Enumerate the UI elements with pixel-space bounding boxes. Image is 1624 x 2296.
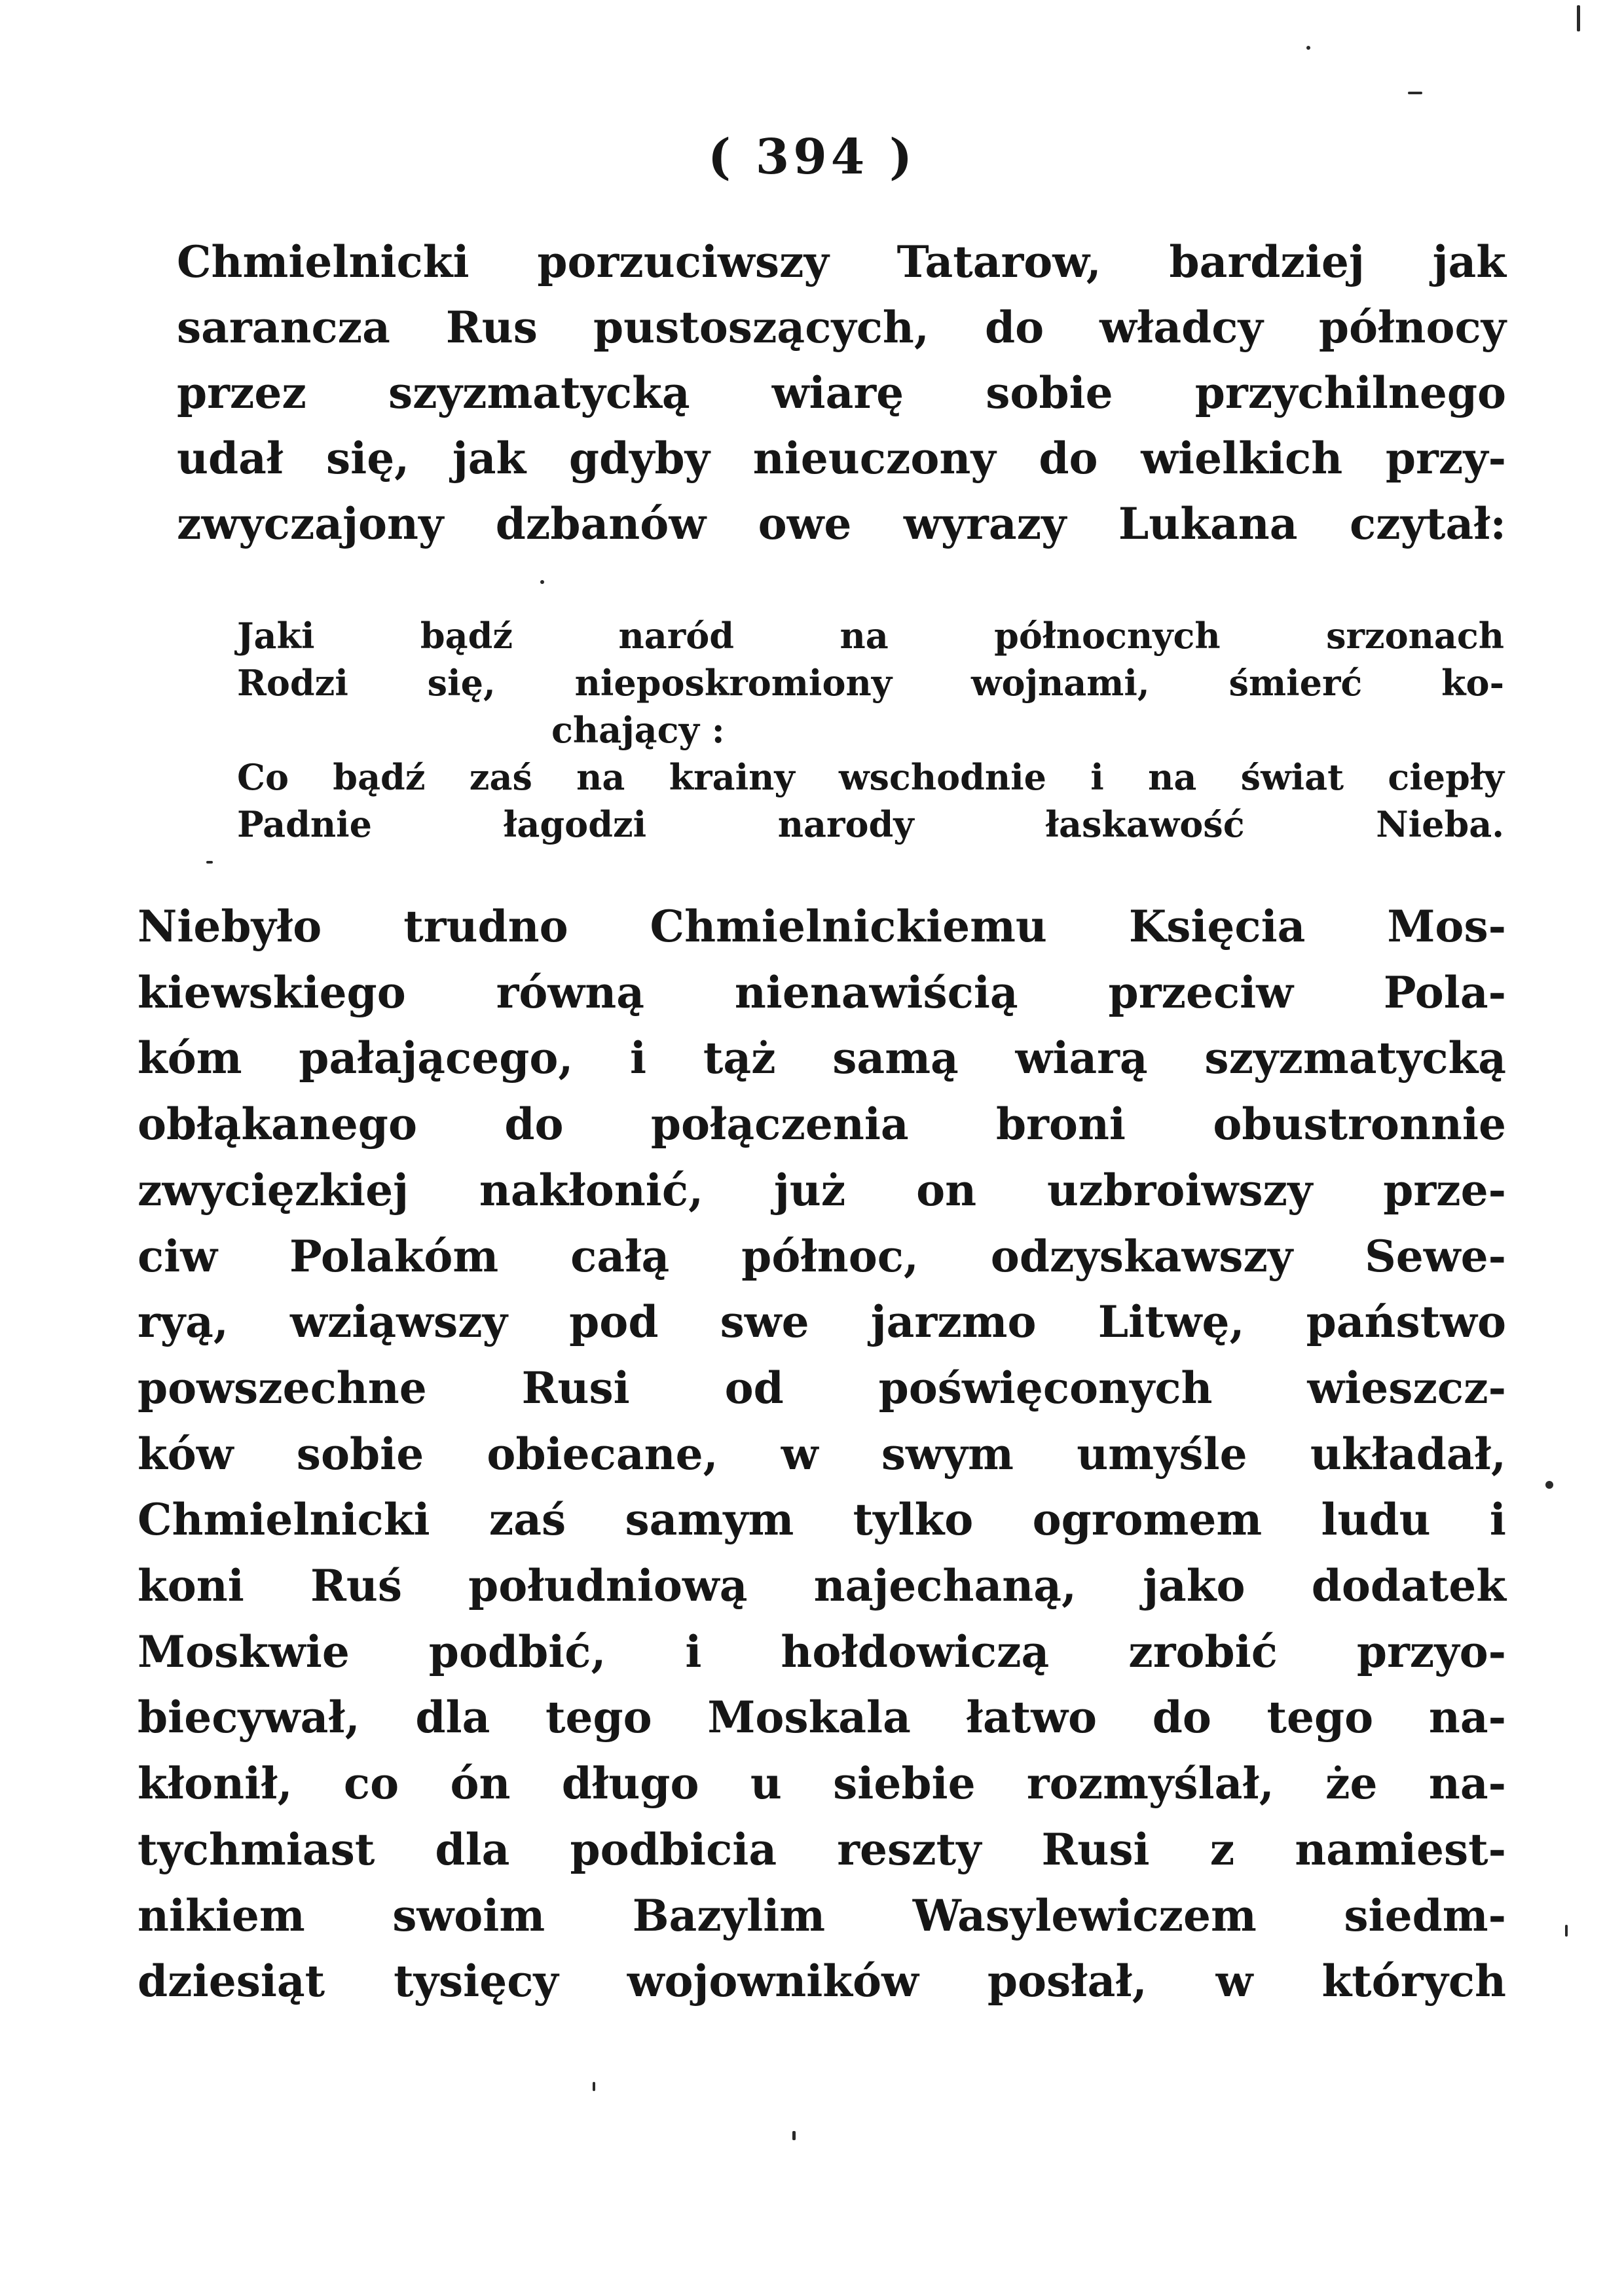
verse-line: Rodzi się, nieposkromiony wojnami, śmierć ko- (237, 662, 1504, 704)
text-line: ciw Polakóm całą północ, odzyskawszy Sewe- (138, 1230, 1506, 1282)
text-line: koni Ruś południową najechaną, jako dodatek (138, 1560, 1506, 1612)
paper-speck (1565, 1925, 1568, 1937)
text-line: Moskwie podbić, i hołdowiczą zrobić przyo- (138, 1626, 1506, 1677)
paper-speck (1545, 1481, 1553, 1489)
text-line: tychmiast dla podbicia reszty Rusi z namiest- (138, 1823, 1506, 1875)
text-line: biecywał, dla tego Moskala łatwo do tego na- (138, 1692, 1506, 1743)
paragraph-2 (138, 894, 1506, 2014)
verse-line: Padnie łagodzi narody łaskawość Nieba. (237, 803, 1504, 845)
text-line: przez szyzmatycką wiarę sobie przychilnego (177, 367, 1506, 418)
paper-speck (1408, 92, 1422, 94)
text-line: dziesiąt tysięcy wojowników posłał, w których (138, 1956, 1506, 2007)
text-line: ryą, wziąwszy pod swe jarzmo Litwę, państwo (138, 1296, 1506, 1348)
text-line: zwyczajony dzbanów owe wyrazy Lukana czytał: (177, 498, 1506, 549)
text-line: sarancza Rus pustoszących, do władcy północy (177, 302, 1506, 353)
verse-line: chający : (551, 709, 725, 751)
text-line: kłonił, co ón długo u siebie rozmyślał, że na- (138, 1758, 1506, 1810)
paper-speck (593, 2082, 595, 2091)
verse-line: Jaki bądź naród na północnych srzonach (237, 615, 1504, 657)
paper-speck (540, 580, 544, 584)
verse-line: Co bądź zaś na krainy wschodnie i na świat ciepły (237, 756, 1504, 798)
text-line: zwycięzkiej nakłonić, już on uzbroiwszy prze- (138, 1164, 1506, 1216)
paper-speck (1577, 5, 1580, 31)
text-line: Chmielnicki zaś samym tylko ogromem ludu i (138, 1494, 1506, 1546)
page-number: ( 394 ) (707, 129, 917, 185)
text-line: udał się, jak gdyby nieuczony do wielkich przy- (177, 433, 1506, 484)
verse-quote (237, 612, 1504, 848)
paper-speck (792, 2131, 796, 2140)
text-line: powszechne Rusi od poświęconych wieszcz- (138, 1362, 1506, 1413)
paragraph-1 (177, 229, 1506, 556)
text-line: kiewskiego równą nienawiścią przeciw Pola- (138, 966, 1506, 1018)
paper-speck (1306, 46, 1310, 50)
text-line: nikiem swoim Bazylim Wasylewiczem siedm- (138, 1889, 1506, 1941)
text-line: kóm pałającego, i tąż samą wiarą szyzmatycką (138, 1032, 1506, 1084)
paper-speck (206, 861, 213, 864)
text-line: ków sobie obiecane, w swym umyśle układał, (138, 1428, 1506, 1480)
text-line: Chmielnicki porzuciwszy Tatarow, bardziej jak (177, 236, 1506, 287)
text-line: Niebyło trudno Chmielnickiemu Księcia Mos- (138, 901, 1506, 952)
text-line: obłąkanego do połączenia broni obustronnie (138, 1099, 1506, 1150)
